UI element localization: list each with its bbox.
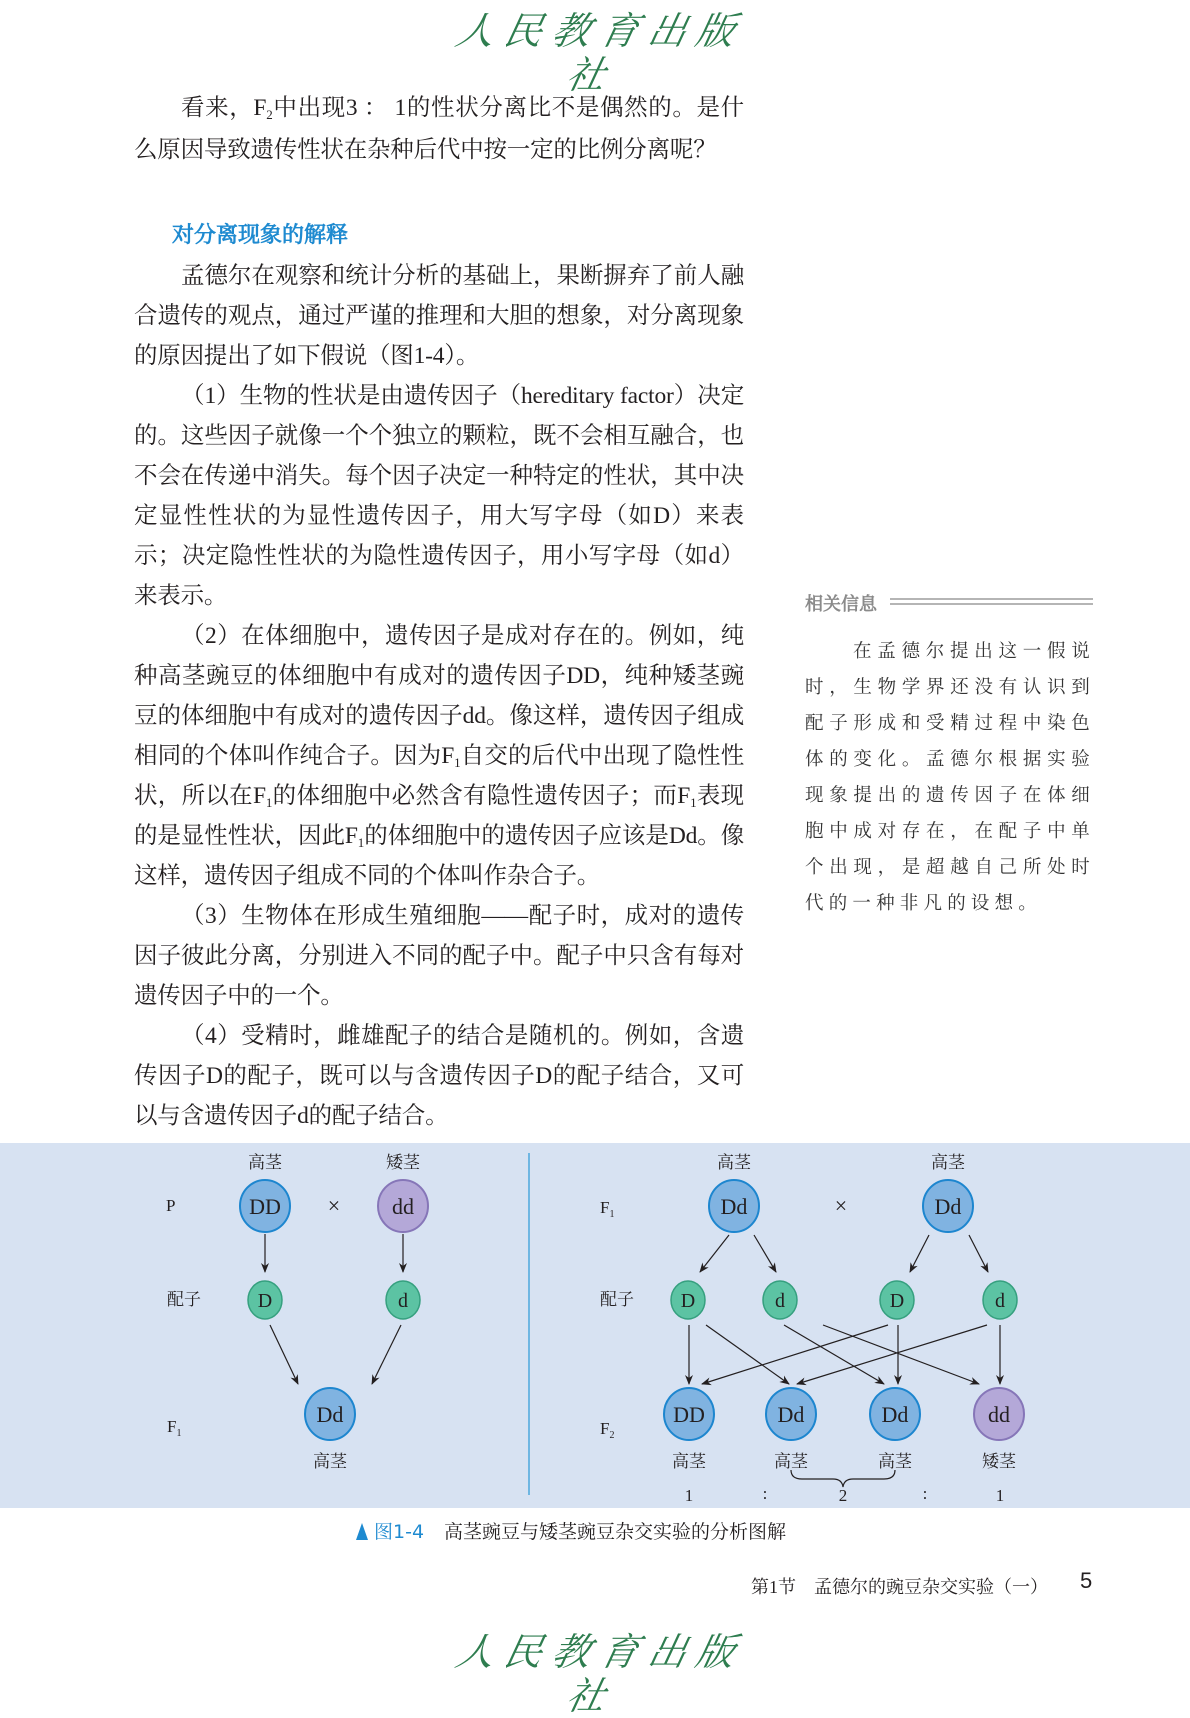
parent-node	[923, 1180, 973, 1232]
genetics-cross-diagram	[0, 1143, 1190, 1508]
paragraph: （3）生物体在形成生殖细胞——配子时，成对的遗传因子彼此分离，分别进入不同的配子中。配子中只含有每对遗传因子中的一个。	[134, 903, 744, 1009]
ratio-value: 2	[838, 1486, 848, 1505]
svg-text:DD: DD	[673, 1402, 705, 1427]
row-label-f2: $F_2$	[600, 1419, 615, 1441]
parent-trait: 高茎	[931, 1153, 965, 1172]
paragraph: （1）生物的性状是由遗传因子（hereditary factor）决定的。这些因子就像一个个独立的颗粒，既不会相互融合，也不会在传递中消失。每个因子决定一种特定的性状，其中决定显性性状的为显性遗传因子，用大写字母（如D）来表示；决定隐性性状的为隐性遗传因子，用小写字母（如d）来表示。	[134, 383, 744, 609]
figure-number: 图1-4	[374, 1521, 425, 1543]
arrow	[797, 1325, 987, 1384]
row-label-f1: $F_1$	[167, 1417, 182, 1439]
arrow	[823, 1325, 979, 1384]
arrow	[702, 1325, 888, 1384]
svg-text:d: d	[775, 1290, 785, 1312]
arrow	[969, 1235, 988, 1272]
brace	[791, 1470, 895, 1487]
gamete-node	[983, 1281, 1017, 1319]
svg-text:Dd: Dd	[934, 1194, 962, 1219]
svg-text:Dd: Dd	[881, 1402, 909, 1427]
offspring-node	[974, 1388, 1024, 1440]
parent-trait: 高茎	[717, 1153, 751, 1172]
intro-text	[134, 87, 744, 171]
offspring-trait: 矮茎	[982, 1452, 1016, 1471]
paragraph: （2）在体细胞中，遗传因子是成对存在的。例如，纯种高茎豌豆的体细胞中有成对的遗传因子DD，纯种矮茎豌豆的体细胞中有成对的遗传因子dd。像这样，遗传因子组成相同的个体叫作纯合子。因为$F_1$自交的后代中出现了隐性性状，所以在$F_1$的体细胞中必然含有隐性遗传因子；而$F_1$表现的是显性性状，因此$F_1$的体细胞中的遗传因子应该是Dd。像这样，遗传因子组成不同的个体叫作杂合子。	[134, 623, 744, 889]
subscript: 1	[357, 835, 365, 850]
ratio-value: 1	[684, 1486, 694, 1505]
gamete-node	[880, 1281, 914, 1319]
page-number: 5	[1080, 1568, 1093, 1593]
svg-text:D: D	[680, 1290, 696, 1312]
gamete-node	[671, 1281, 705, 1319]
ratio-value: 1	[995, 1486, 1005, 1505]
row-label-f1: $F_1$	[600, 1198, 615, 1220]
subscript: 1	[690, 795, 697, 810]
svg-text:DD: DD	[249, 1194, 281, 1219]
body-text	[134, 256, 744, 1136]
offspring-node	[870, 1388, 920, 1440]
section-heading: 对分离现象的解释	[172, 223, 349, 248]
caption-text: 高茎豌豆与矮茎豌豆杂交实验的分析图解	[444, 1521, 787, 1543]
svg-text:Dd: Dd	[777, 1402, 805, 1427]
arrow	[700, 1235, 729, 1272]
row-label-gamete: 配子	[600, 1290, 634, 1309]
svg-text:Dd: Dd	[720, 1194, 748, 1219]
svg-text:Dd: Dd	[316, 1402, 344, 1427]
svg-text:dd: dd	[988, 1402, 1010, 1427]
cross-symbol: ×	[834, 1193, 848, 1218]
parent-node-recessive	[378, 1180, 428, 1232]
parent-node-dominant	[240, 1180, 290, 1232]
triangle-icon	[356, 1523, 368, 1540]
parent-trait: 高茎	[248, 1153, 282, 1172]
offspring-trait: 高茎	[672, 1452, 706, 1471]
paragraph: 孟德尔在观察和统计分析的基础上，果断摒弃了前人融合遗传的观点，通过严谨的推理和大胆的想象，对分离现象的原因提出了如下假说（图1-4）。	[134, 263, 744, 369]
arrow	[784, 1325, 884, 1384]
svg-text:dd: dd	[392, 1194, 414, 1219]
figure-caption	[356, 1517, 786, 1544]
ratio-separator: :	[762, 1484, 768, 1503]
sidebar-rule	[890, 598, 1093, 605]
publisher-logo-top: 人民教育出版社	[451, 9, 750, 97]
parent-trait: 矮茎	[386, 1153, 420, 1172]
gamete-node	[248, 1281, 282, 1319]
parent-node	[709, 1180, 759, 1232]
svg-text:d: d	[398, 1290, 408, 1312]
sidebar-title: 相关信息	[805, 594, 877, 615]
row-label-p: P	[166, 1196, 176, 1215]
running-footer: 第1节 孟德尔的豌豆杂交实验（一）	[751, 1577, 1048, 1597]
svg-text:D: D	[257, 1290, 273, 1312]
ratio-separator: :	[922, 1484, 928, 1503]
subscript: 1	[454, 755, 461, 770]
arrow	[910, 1235, 929, 1272]
publisher-logo-bottom: 人民教育出版社	[451, 1630, 750, 1718]
paragraph: （4）受精时，雌雄配子的结合是随机的。例如，含遗传因子D的配子，既可以与含遗传因子D的配子结合，又可以与含遗传因子d的配子结合。	[134, 1023, 744, 1129]
arrow	[270, 1325, 298, 1384]
sidebar-text	[805, 634, 1095, 922]
cross-symbol: ×	[327, 1193, 341, 1218]
arrow	[706, 1325, 789, 1384]
offspring-trait: 高茎	[774, 1452, 808, 1471]
intro-paragraph: 看来，$F_2$中出现3 ： 1的性状分离比不是偶然的。是什么原因导致遗传性状在杂种后代中按一定的比例分离呢？	[134, 95, 744, 163]
offspring-node	[766, 1388, 816, 1440]
svg-text:d: d	[995, 1290, 1005, 1312]
subscript: 1	[265, 795, 273, 810]
subscript: 2	[266, 107, 273, 122]
arrow	[372, 1325, 401, 1384]
offspring-trait: 高茎	[878, 1452, 912, 1471]
arrow	[754, 1235, 776, 1272]
offspring-node	[664, 1388, 714, 1440]
offspring-node	[305, 1388, 355, 1440]
gamete-node	[763, 1281, 797, 1319]
row-label-gamete: 配子	[167, 1290, 201, 1309]
svg-text:D: D	[889, 1290, 905, 1312]
offspring-trait: 高茎	[313, 1452, 347, 1471]
sidebar-paragraph: 在孟德尔提出这一假说时，生物学界还没有认识到配子形成和受精过程中染色体的变化。孟德尔根据实验现象提出的遗传因子在体细胞中成对存在，在配子中单个出现，是超越自己所处时代的一种非凡的设想。	[805, 642, 1095, 914]
gamete-node	[386, 1281, 420, 1319]
figure-diagram	[0, 1143, 1190, 1508]
